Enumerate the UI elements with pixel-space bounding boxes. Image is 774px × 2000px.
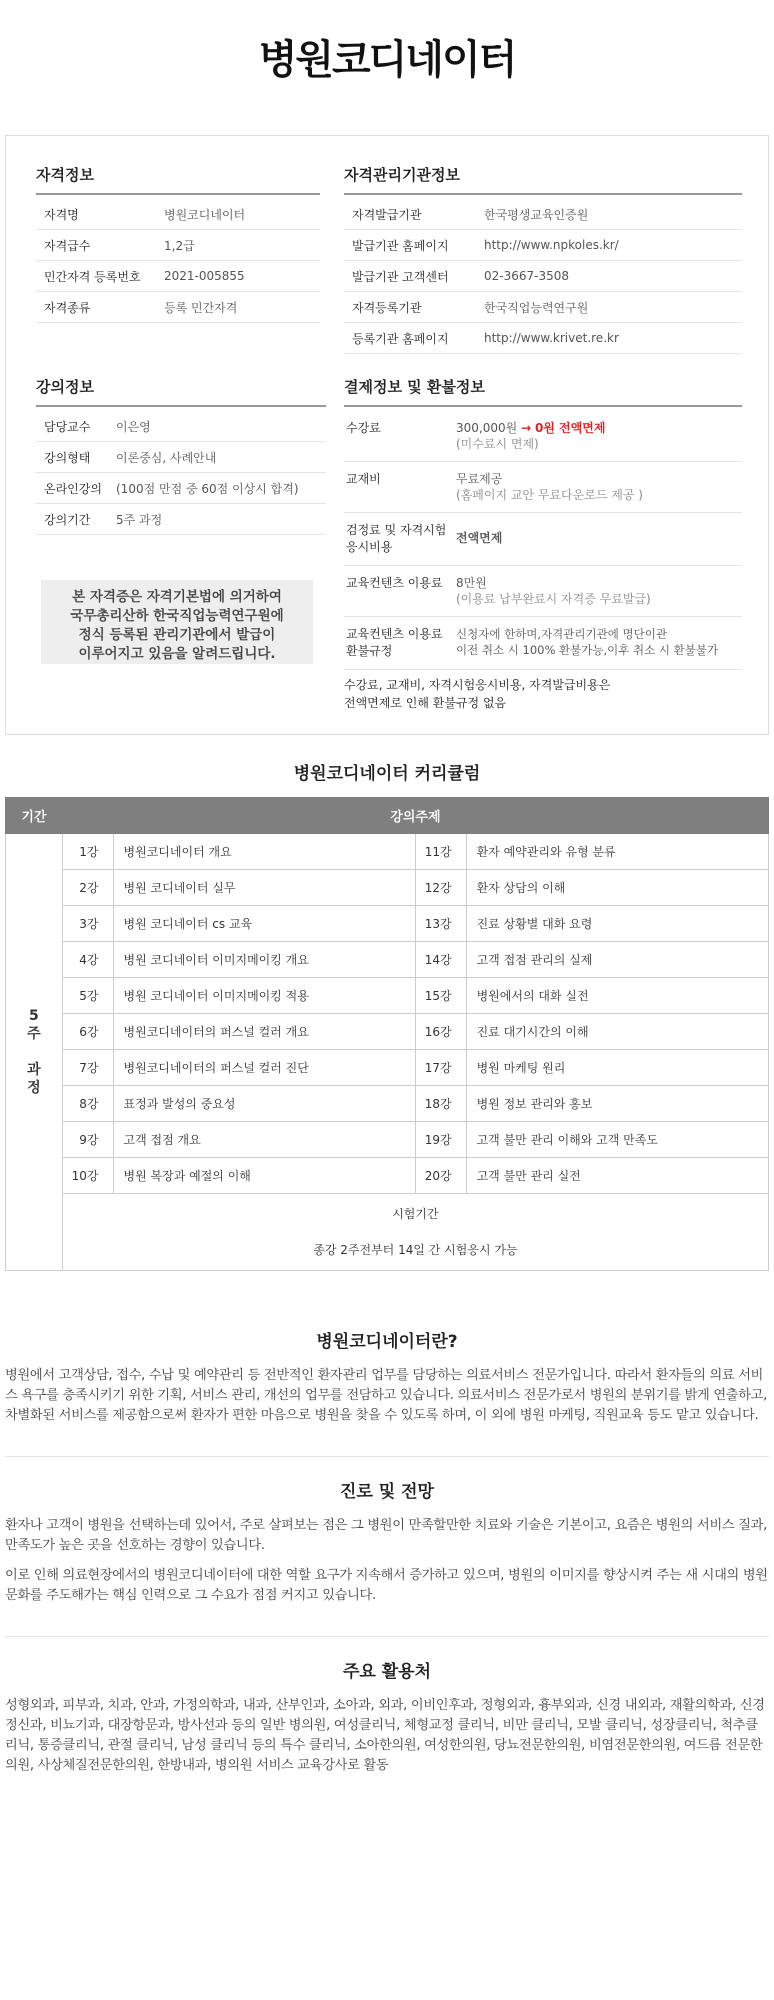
- curriculum-body: [6, 834, 769, 1271]
- lesson-name: 병원코디네이터 개요: [113, 834, 415, 870]
- row-value: [456, 575, 742, 607]
- period-cell: [6, 834, 63, 1271]
- page-title: 병원코디네이터: [258, 37, 516, 83]
- exam-key-1: 검정료 및 자격시험: [346, 523, 447, 537]
- lesson-number: 8강: [62, 1086, 113, 1122]
- refund-note: [344, 670, 742, 712]
- info-row: [36, 292, 320, 323]
- row-key: 자격명: [44, 207, 79, 222]
- lesson-name: 병원 코디네이터 실무: [113, 870, 415, 906]
- lesson-number: 16강: [415, 1014, 466, 1050]
- row-key: [344, 626, 456, 660]
- row-value: 등록 민간자격: [164, 300, 238, 315]
- lesson-name: 고객 접점 관리의 실제: [466, 942, 768, 978]
- lesson-number: 3강: [62, 906, 113, 942]
- lesson-number: 1강: [62, 834, 113, 870]
- refund-key-2: 환불규정: [346, 644, 393, 658]
- note-line: 전액면제로 인해 환불규정 없음: [344, 696, 507, 710]
- exam-fee-value: 전액면제: [456, 531, 503, 545]
- content-sub: (이용료 납부완료시 자격증 무료발급): [456, 592, 651, 606]
- lesson-number: 15강: [415, 978, 466, 1014]
- header-topic: 강의주제: [62, 798, 768, 834]
- info-row: [36, 442, 326, 473]
- curriculum-table: [5, 797, 769, 1271]
- info-row: [36, 504, 326, 535]
- table-row: [6, 1014, 769, 1050]
- row-value: 한국직업능력연구원: [484, 300, 589, 315]
- lesson-number: 10강: [62, 1158, 113, 1194]
- lesson-number: 17강: [415, 1050, 466, 1086]
- lesson-number: 13강: [415, 906, 466, 942]
- material-sub: (홈페이지 교안 무료다운로드 제공 ): [456, 488, 643, 502]
- lesson-name: 환자 상담의 이해: [466, 870, 768, 906]
- row-key: 발급기관 홈페이지: [352, 238, 449, 253]
- row-key: 교재비: [346, 472, 381, 486]
- lesson-name: 병원 정보 관리와 홍보: [466, 1086, 768, 1122]
- info-row: [344, 230, 742, 261]
- lesson-number: 12강: [415, 870, 466, 906]
- period-text: 정: [27, 1080, 41, 1096]
- row-key: 등록기관 홈페이지: [352, 331, 449, 346]
- lesson-name: 병원코디네이터의 퍼스널 컬러 진단: [113, 1050, 415, 1086]
- period-text: 과: [27, 1062, 41, 1078]
- row-key: 발급기관 고객센터: [352, 269, 449, 284]
- lesson-number: 18강: [415, 1086, 466, 1122]
- notice-line: 본 자격증은 자격기본법에 의거하여: [72, 589, 282, 605]
- table-header: [6, 798, 769, 834]
- row-key: 온라인강의: [44, 481, 102, 496]
- lesson-name: 환자 예약관리와 유형 분류: [466, 834, 768, 870]
- exam-desc: 종강 2주전부터 14일 간 시험응시 가능: [313, 1243, 518, 1257]
- career-text-1: 환자나 고객이 병원을 선택하는데 있어서, 주로 살펴보는 점은 그 병원이 만족할만한 치료와 기술은 기본이고, 요즘은 병원의 서비스 질과, 만족도가 높은 곳을 선호하는 경향이 있습니다.: [5, 1518, 767, 1553]
- table-row: [6, 1050, 769, 1086]
- row-key: 교육컨텐츠 이용료: [346, 576, 443, 590]
- content-value: 8만원: [456, 576, 487, 590]
- info-row: [344, 261, 742, 292]
- lesson-number: 5강: [62, 978, 113, 1014]
- row-value: [456, 420, 742, 452]
- notice-box: [41, 580, 313, 664]
- org-heading: 자격관리기관정보: [344, 164, 742, 195]
- row-key: 수강료: [346, 421, 381, 435]
- usage-text: 성형외과, 피부과, 치과, 안과, 가정의학과, 내과, 산부인과, 소아과, 외과, 이비인후과, 정형외과, 흉부외과, 신경 내외과, 재활의학과, 신경정신과, 비뇨기과, 대장항문과, 방사선과 등의 일반 병의원, 여성클리닉, 체형교정 클리닉, 비만 클리닉, 모발 클리닉, 성장클리닉, 척추클리닉, 통증클리닉, 관절 클리닉, 남성 클리닉 등의 특수 클리닉, 소아한의원, 여성한의원, 당뇨전문한의원, 비염전문한의원, 여드름 전문한의원, 사상체질전문한의원, 한방내과, 병의원 서비스 교육강사로 활동: [5, 1698, 765, 1773]
- row-value: 5주 과정: [116, 512, 163, 527]
- career-text-2: 이로 인해 의료현장에서의 병원코디네이터에 대한 역할 요구가 지속해서 증가하고 있으며, 병원의 이미지를 향상시켜 주는 새 시대의 병원 문화를 주도해가는 핵심 인력으로 그 수요가 점점 커지고 있습니다.: [5, 1568, 768, 1603]
- row-value: 이은영: [116, 419, 151, 434]
- lesson-name: 표정과 발성의 중요성: [113, 1086, 415, 1122]
- lecture-heading: 강의정보: [36, 376, 326, 407]
- lesson-name: 고객 접점 개요: [113, 1122, 415, 1158]
- row-key: 자격발급기관: [352, 207, 422, 222]
- info-row: [344, 199, 742, 230]
- lesson-name: 진료 상황별 대화 요령: [466, 906, 768, 942]
- refund-key-1: 교육컨텐츠 이용료: [346, 627, 443, 641]
- row-value: 02-3667-3508: [484, 269, 570, 283]
- lesson-name: 병원 코디네이터 이미지메이킹 개요: [113, 942, 415, 978]
- period-text: 주: [27, 1026, 41, 1042]
- info-row: [36, 411, 326, 442]
- lesson-name: 병원 마케팅 원리: [466, 1050, 768, 1086]
- info-row: [36, 473, 326, 504]
- qualification-heading: 자격정보: [36, 164, 320, 195]
- payment-heading: 결제정보 및 환불정보: [344, 376, 742, 407]
- content-fee-row: [344, 566, 742, 617]
- career-section: [5, 1456, 769, 1606]
- lesson-number: 20강: [415, 1158, 466, 1194]
- info-row: [36, 199, 320, 230]
- row-value: (100점 만점 중 60점 이상시 합격): [116, 481, 299, 496]
- exam-cell: [62, 1194, 768, 1271]
- table-row: [6, 1086, 769, 1122]
- fee-sub: (미수료시 면제): [456, 437, 539, 451]
- registry-homepage-link[interactable]: http://www.krivet.re.kr: [484, 331, 619, 345]
- note-line: 수강료, 교재비, 자격시험응시비용, 자격발급비용은: [344, 678, 611, 692]
- row-value: 한국평생교육인증원: [484, 207, 589, 222]
- org-info: [344, 164, 742, 354]
- info-row: [344, 292, 742, 323]
- table-row: [6, 1158, 769, 1194]
- lesson-name: 병원에서의 대화 실전: [466, 978, 768, 1014]
- period-text: 5: [29, 1008, 39, 1024]
- lesson-name: 병원 코디네이터 이미지메이킹 적용: [113, 978, 415, 1014]
- usage-section: [5, 1636, 769, 1776]
- exam-fee-row: [344, 513, 742, 566]
- header-period: 기간: [6, 798, 63, 834]
- info-row: [36, 261, 320, 292]
- row-key: [344, 522, 456, 556]
- row-value: 2021-005855: [164, 269, 245, 283]
- refund-row: [344, 617, 742, 670]
- row-value: 1,2급: [164, 238, 195, 253]
- table-row: [6, 978, 769, 1014]
- table-row: [6, 942, 769, 978]
- row-value: 병원코디네이터: [164, 207, 246, 222]
- table-row: [6, 870, 769, 906]
- table-row: [6, 834, 769, 870]
- row-key: 자격종류: [44, 300, 91, 315]
- notice-line: 이루어지고 있음을 알려드립니다.: [78, 646, 276, 662]
- exam-key-2: 응시비용: [346, 540, 393, 554]
- lesson-number: 2강: [62, 870, 113, 906]
- row-key: 민간자격 등록번호: [44, 269, 141, 284]
- lesson-number: 14강: [415, 942, 466, 978]
- exam-row: [6, 1194, 769, 1271]
- lesson-number: 7강: [62, 1050, 113, 1086]
- fee-row: [344, 411, 742, 462]
- about-text: 병원에서 고객상담, 접수, 수납 및 예약관리 등 전반적인 환자관리 업무를 담당하는 의료서비스 전문가입니다. 따라서 환자들의 의료 서비스 욕구를 충족시키기 위한 기획, 서비스 관리, 개선의 업무를 전담하고 있습니다. 의료서비스 전문가로서 병원의 분위기를 밝게 연출하고, 차별화된 서비스를 제공함으로써 환자가 편한 마음으로 병원을 찾을 수 있도록 하며, 이 외에 병원 마케팅, 직원교육 등도 맡고 있습니다.: [5, 1368, 767, 1423]
- refund-line-1: 신청자에 한하며,자격관리기관에 명단이관: [456, 627, 667, 641]
- row-key: 강의형태: [44, 450, 91, 465]
- row-value: [456, 626, 742, 658]
- material-value: 무료제공: [456, 472, 503, 486]
- row-value: [456, 471, 742, 503]
- info-row: [36, 230, 320, 261]
- lesson-name: 병원 복장과 예절의 이해: [113, 1158, 415, 1194]
- exam-title: 시험기간: [392, 1207, 439, 1221]
- lesson-name: 고객 불만 관리 실전: [466, 1158, 768, 1194]
- info-row: [344, 323, 742, 354]
- row-key: 담당교수: [44, 419, 91, 434]
- lesson-name: 병원 코디네이터 cs 교육: [113, 906, 415, 942]
- about-heading: 병원코디네이터란?: [316, 1332, 458, 1352]
- career-heading: 진로 및 전망: [340, 1482, 434, 1502]
- info-box: [5, 135, 769, 735]
- table-row: [6, 906, 769, 942]
- about-section: [5, 1327, 769, 1426]
- qualification-info: [36, 164, 320, 323]
- row-value: 이론중심, 사례안내: [116, 450, 217, 465]
- material-row: [344, 462, 742, 513]
- lesson-name: 진료 대기시간의 이해: [466, 1014, 768, 1050]
- lesson-number: 11강: [415, 834, 466, 870]
- curriculum-title: 병원코디네이터 커리큘럼: [293, 764, 481, 784]
- table-row: [6, 1122, 769, 1158]
- refund-line-2: 이전 취소 시 100% 환불가능,이후 취소 시 환불불가: [456, 643, 719, 657]
- lecture-info: [36, 376, 326, 535]
- row-key: 자격등록기관: [352, 300, 422, 315]
- lesson-number: 19강: [415, 1122, 466, 1158]
- notice-line: 국무총리산하 한국직업능력연구원에: [70, 608, 284, 624]
- notice-line: 정식 등록된 관리기관에서 발급이: [78, 627, 276, 643]
- row-key: 강의기간: [44, 512, 91, 527]
- issuer-homepage-link[interactable]: http://www.npkoles.kr/: [484, 238, 619, 252]
- arrow-icon: →: [521, 421, 532, 435]
- lesson-name: 병원코디네이터의 퍼스널 컬러 개요: [113, 1014, 415, 1050]
- row-key: 자격급수: [44, 238, 91, 253]
- usage-heading: 주요 활용처: [342, 1662, 432, 1682]
- lesson-name: 고객 불만 관리 이해와 고객 만족도: [466, 1122, 768, 1158]
- lesson-number: 9강: [62, 1122, 113, 1158]
- payment-info: [344, 376, 742, 712]
- fee-free: 0원 전액면제: [534, 421, 606, 435]
- fee-price: 300,000원: [456, 421, 518, 435]
- lesson-number: 6강: [62, 1014, 113, 1050]
- lesson-number: 4강: [62, 942, 113, 978]
